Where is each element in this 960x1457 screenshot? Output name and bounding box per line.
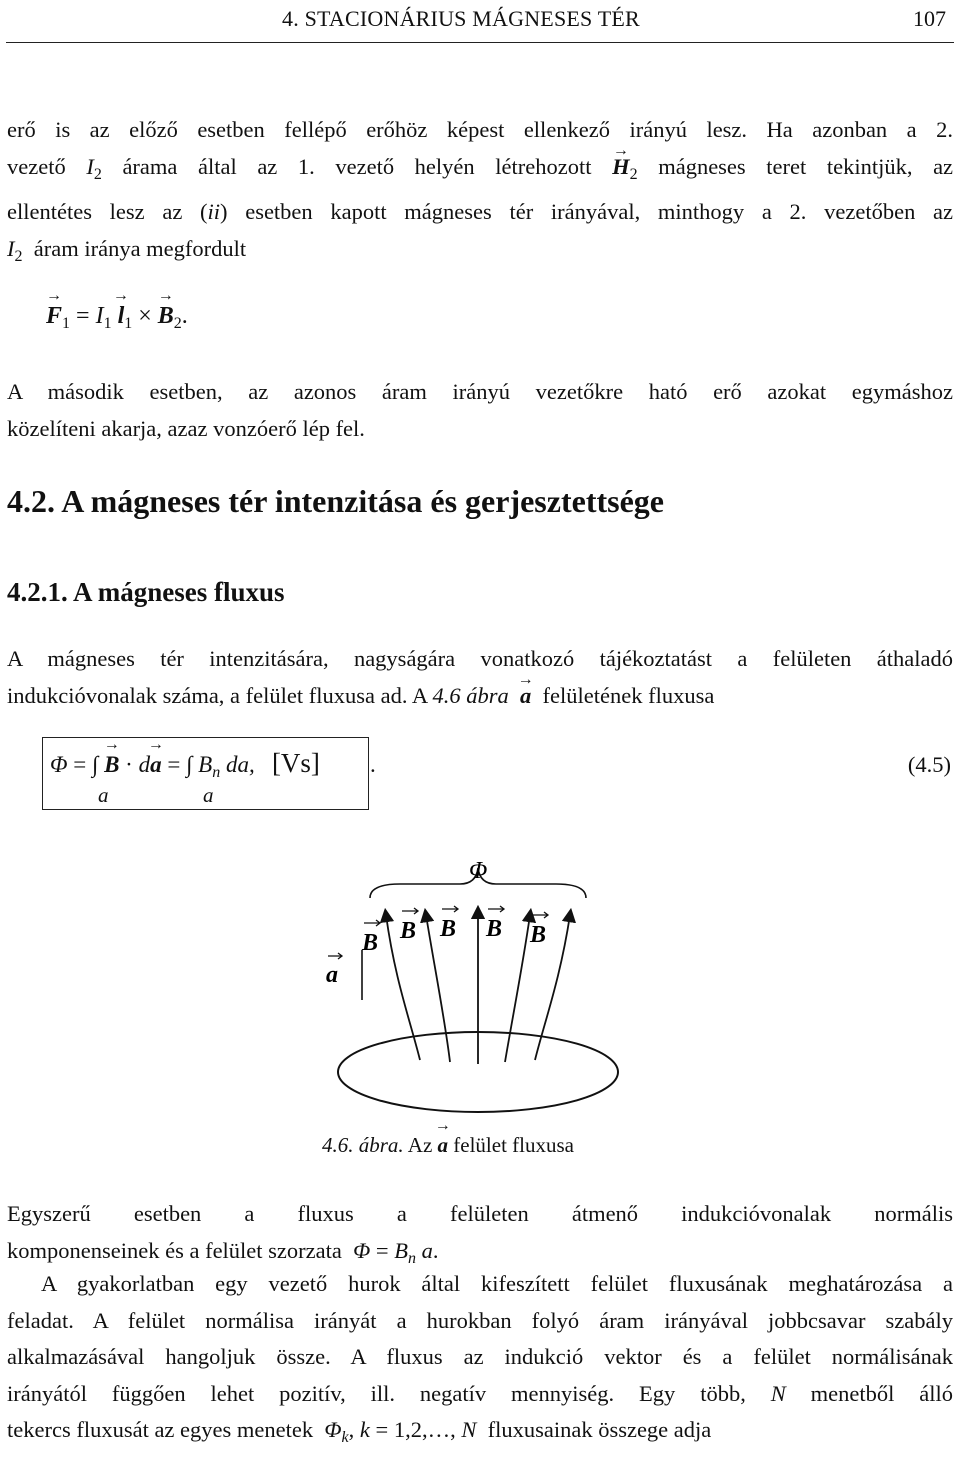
- para1-line4: $I_2$ áram iránya megfordult: [7, 236, 247, 265]
- paragraph-3: A mágneses tér intenzitására, nagyságára vonatkozó tájékoztatást a felületen áthaladó indukcióvonalak száma, a felület fluxusa ad. A 4.6 ábra → a felületének fluxusa: [7, 640, 953, 714]
- b-label: B: [440, 916, 457, 942]
- running-title: 4. STACIONÁRIUS MÁGNESES TÉR: [282, 6, 640, 31]
- field-line: [505, 915, 530, 1062]
- page-header: [0, 4, 960, 42]
- force-equation: → $F_1 = I_1 \to l_1$ × → $B_2$.: [46, 303, 188, 333]
- para1-line2: vezető $I_2$ árama által az 1. vezető helyén létrehozott → $H_2$ mágneses teret tekintjük, az: [7, 148, 953, 193]
- paragraph-5: A gyakorlatban egy vezető hurok által kifeszített felület fluxusának meghatározása a feladat. A felület normálisa irányát a hurokban folyó áram irányával jobbcsavar szabály alkalmazásával hangoljuk össze. A fluxus az indukció vektor és a felület normálisának irányától függően lehet pozitív, ill. negatív mennyiség. Egy több, N menetből álló tekercs fluxusát az egyes menetek $\Phi_k$, k = 1,2,…, N fluxusainak összege adja: [7, 1271, 954, 1446]
- a-label: a: [326, 962, 338, 988]
- integral-domain-2: a: [203, 783, 214, 807]
- para1-line3: ellentétes lesz az (ii) esetben kapott mágneses tér irányával, minthogy a 2. vezetőben az: [7, 199, 953, 224]
- paragraph-4: Egyszerű esetben a fluxus a felületen átmenő indukcióvonalak normális komponenseinek és a felület szorzata $\Phi = B_n$ a.: [7, 1201, 953, 1267]
- integral-domain-1: a: [98, 783, 109, 807]
- figure-caption: 4.6. ábra. Az → a felület fluxusa: [322, 1133, 574, 1158]
- equation-number: (4.5): [907, 752, 951, 777]
- section-heading: 4.2. A mágneses tér intenzitása és gerjesztettsége: [7, 483, 664, 519]
- paragraph-1: [7, 111, 953, 275]
- b-label: B: [400, 918, 417, 944]
- para1-line1: erő is az előző esetben fellépő erőhöz képest ellenkező irányú lesz. Ha azonban a 2.: [7, 117, 953, 142]
- header-rule: [6, 42, 954, 43]
- phi-label: Φ: [469, 858, 488, 884]
- b-label: B: [530, 922, 547, 948]
- page-number: 107: [913, 6, 946, 31]
- flux-formula: Φ = ∫ → B · d→ a = ∫ $B_n$ da, [Vs]: [50, 748, 320, 782]
- flux-figure: [300, 850, 660, 1130]
- b-label: B: [362, 930, 379, 956]
- paragraph-2: A második esetben, az azonos áram irányú vezetőkre ható erő azokat egymáshoz közelíteni akarja, azaz vonzóerő lép fel.: [7, 379, 953, 441]
- subsection-heading: 4.2.1. A mágneses fluxus: [7, 577, 285, 607]
- b-label: B: [486, 916, 503, 942]
